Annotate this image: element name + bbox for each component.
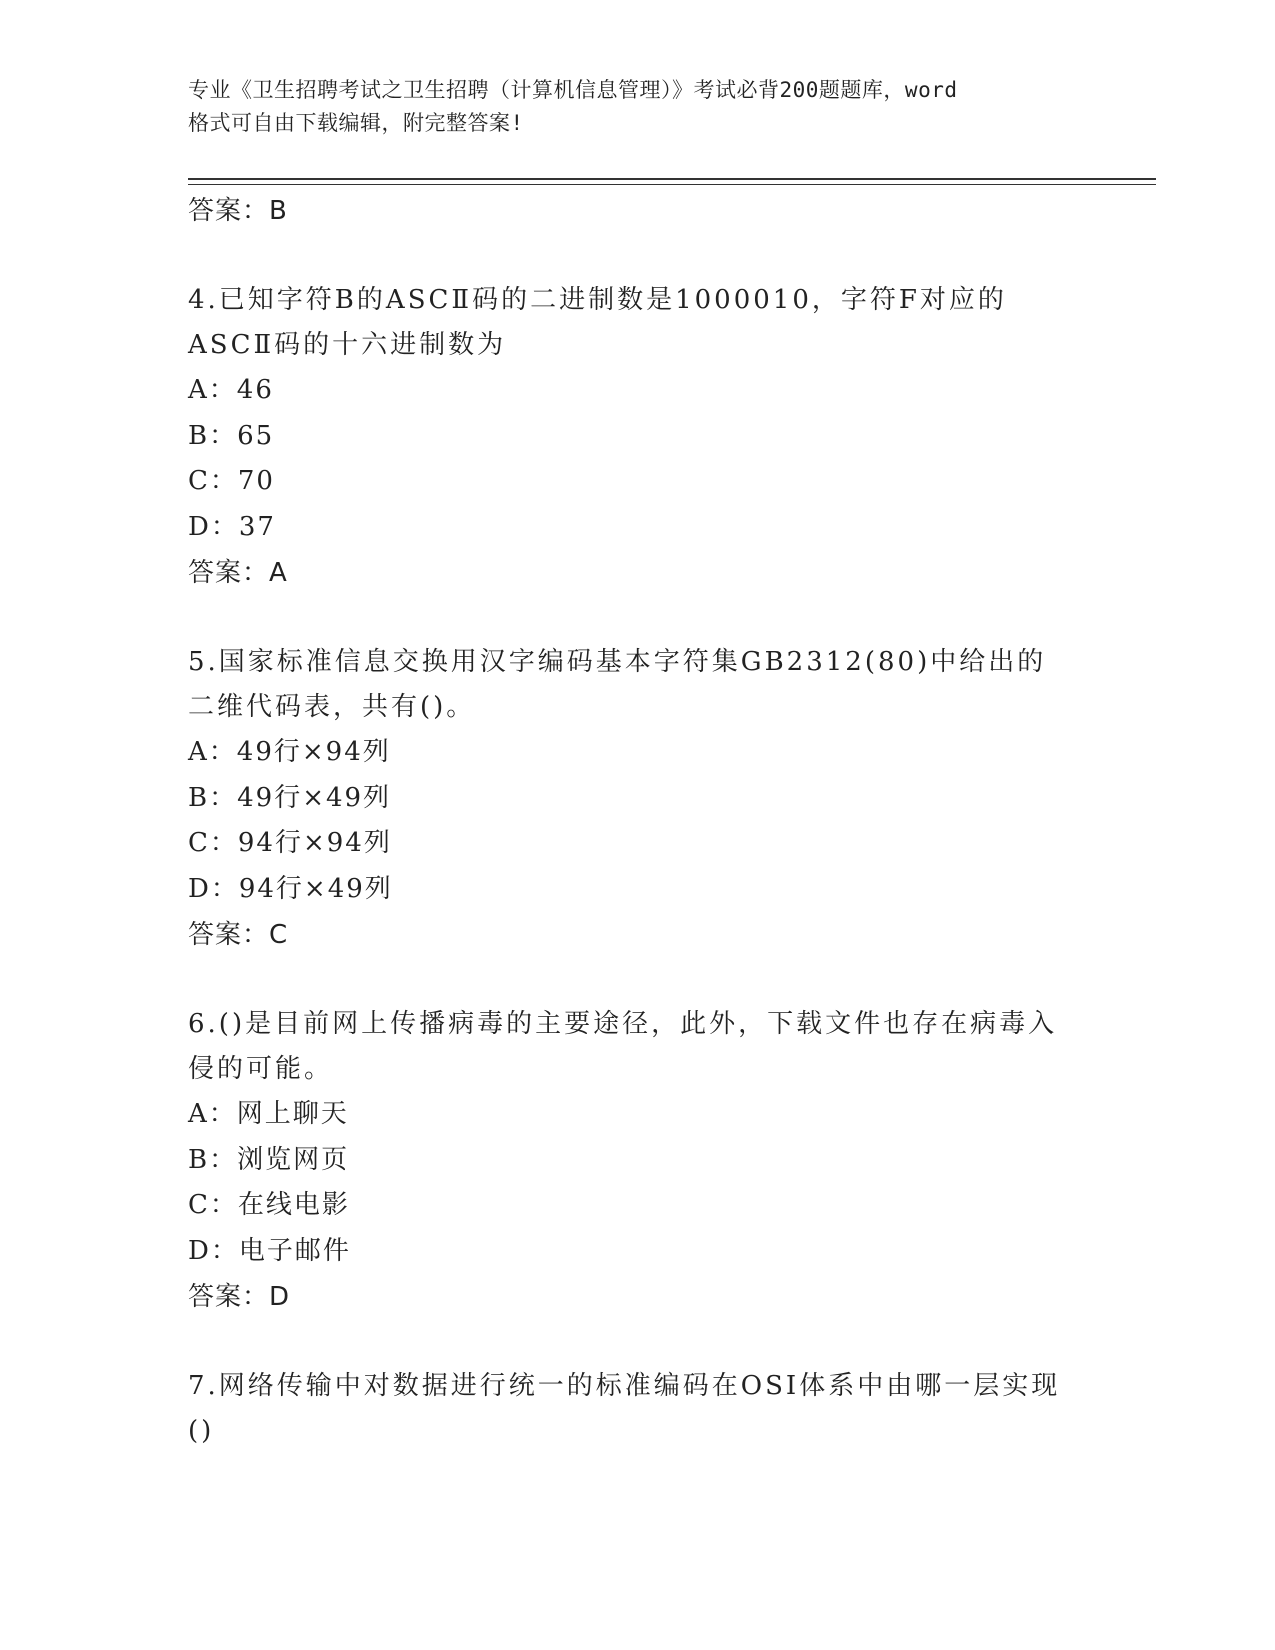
option-d: D：电子邮件 xyxy=(188,1235,351,1266)
answer-line: 答案：B xyxy=(188,196,288,226)
option-a: A：网上聊天 xyxy=(188,1099,349,1129)
option-c: C：70 xyxy=(188,466,275,496)
question-list xyxy=(188,188,1088,1454)
header-divider-thin xyxy=(188,184,1156,185)
question-text: 6.()是目前网上传播病毒的主要途径，此外，下载文件也存在病毒入侵的可能。 xyxy=(188,1009,1058,1084)
page-header xyxy=(188,74,1088,140)
question-text: 7.网络传输中对数据进行统一的标准编码在OSI体系中由哪一层实现() xyxy=(188,1371,1061,1446)
option-d: D：94行×49列 xyxy=(188,873,393,904)
header-line-2: 格式可自由下载编辑，附完整答案! xyxy=(188,111,524,135)
header-divider-thick xyxy=(188,178,1156,180)
option-d: D：37 xyxy=(188,511,276,542)
question-6 xyxy=(188,1002,1088,1320)
option-b: B：浏览网页 xyxy=(188,1144,350,1175)
option-b: B：65 xyxy=(188,420,275,451)
header-line-1: 专业《卫生招聘考试之卫生招聘（计算机信息管理）》考试必背200题题库，word xyxy=(188,78,958,102)
question-text: 5.国家标准信息交换用汉字编码基本字符集GB2312(80)中给出的二维代码表，共有()。 xyxy=(188,647,1047,722)
question-5 xyxy=(188,640,1088,958)
question-7 xyxy=(188,1364,1088,1454)
question-4 xyxy=(188,278,1088,596)
answer-line: 答案：A xyxy=(188,558,288,588)
option-c: C：在线电影 xyxy=(188,1190,350,1220)
option-c: C：94行×94列 xyxy=(188,828,392,858)
answer-line: 答案：D xyxy=(188,1282,291,1312)
option-a: A：46 xyxy=(188,375,274,405)
option-a: A：49行×94列 xyxy=(188,737,391,767)
option-b: B：49行×49列 xyxy=(188,782,392,813)
answer-line: 答案：C xyxy=(188,920,289,950)
question-text: 4.已知字符B的ASCⅡ码的二进制数是1000010，字符F对应的ASCⅡ码的十六进制数为 xyxy=(188,285,1007,360)
